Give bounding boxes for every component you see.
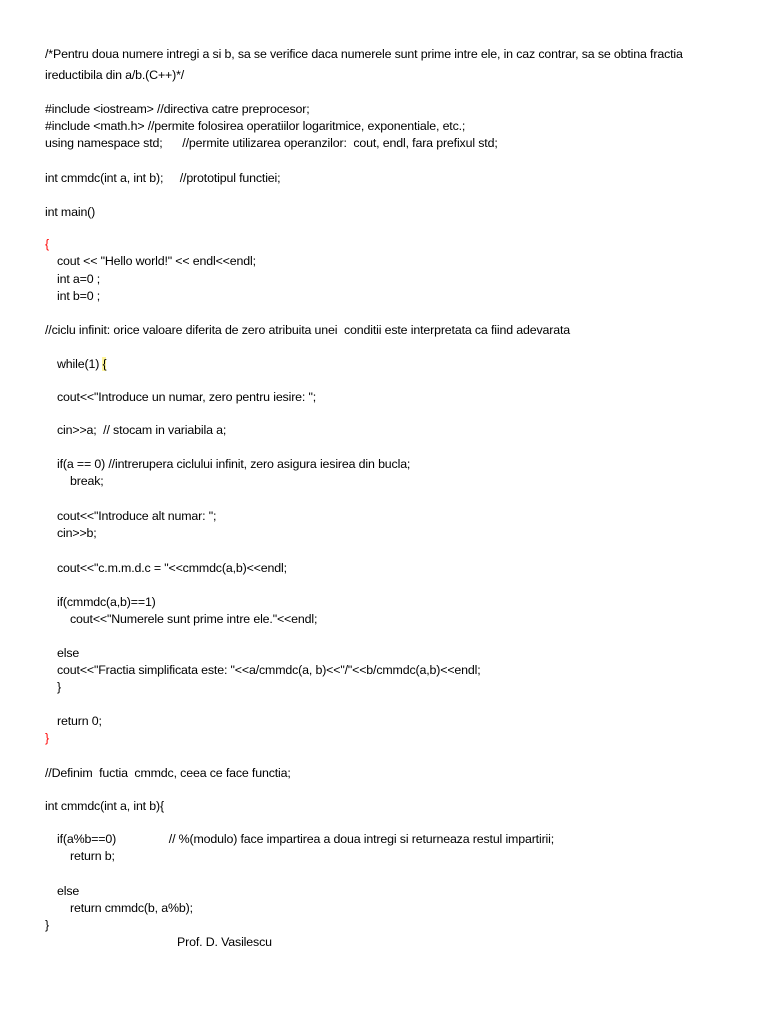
author-signature: Prof. D. Vasilescu <box>177 935 272 949</box>
comment-header-line-2: ireductibila din a/b.(C++)*/ <box>45 68 185 82</box>
print-coprime-line: cout<<"Numerele sunt prime intre ele."<<endl; <box>70 612 318 626</box>
declare-b-line: int b=0 ; <box>57 289 101 303</box>
while-close-brace: } <box>57 680 61 694</box>
include-iostream-line: #include <iostream> //directiva catre preprocesor; <box>45 102 310 116</box>
read-b-line: cin>>b; <box>57 526 97 540</box>
cmmdc-close-brace: } <box>45 918 49 932</box>
while-keyword: while(1) <box>57 357 103 371</box>
infinite-loop-comment-line: //ciclu infinit: orice valoare diferita de zero atribuita unei conditii este interpretata ca fiind adevarata <box>45 323 571 337</box>
include-math-line: #include <math.h> //permite folosirea operatiilor logaritmice, exponentiale, etc.; <box>45 119 466 133</box>
comment-header-line-1: /*Pentru doua numere intregi a si b, sa se verifice daca numerele sunt prime intre ele, in caz contrar, sa se obtina fractia <box>45 47 683 61</box>
read-a-line: cin>>a; // stocam in variabila a; <box>57 423 227 437</box>
hello-world-line: cout << "Hello world!" << endl<<endl; <box>57 254 256 268</box>
return-zero-line: return 0; <box>57 714 102 728</box>
function-prototype-line: int cmmdc(int a, int b); //prototipul functiei; <box>45 171 281 185</box>
main-close-brace: } <box>45 731 49 745</box>
print-gcd-line: cout<<"c.m.m.d.c = "<<cmmdc(a,b)<<endl; <box>57 561 287 575</box>
main-signature-line: int main() <box>45 205 96 219</box>
recursive-return-line: return cmmdc(b, a%b); <box>70 901 193 915</box>
while-line <box>57 356 106 372</box>
prompt-second-number-line: cout<<"Introduce alt numar: "; <box>57 509 217 523</box>
else-line: else <box>57 646 80 660</box>
using-namespace-line: using namespace std; //permite utilizarea operanzilor: cout, endl, fara prefixul std; <box>45 136 498 150</box>
cmmdc-signature-line: int cmmdc(int a, int b){ <box>45 799 164 813</box>
main-open-brace: { <box>45 237 49 251</box>
define-function-comment-line: //Definim fuctia cmmdc, ceea ce face functia; <box>45 766 291 780</box>
while-open-brace: { <box>102 357 107 371</box>
if-coprime-line: if(cmmdc(a,b)==1) <box>57 595 156 609</box>
cmmdc-else-line: else <box>57 884 80 898</box>
break-line: break; <box>70 474 104 488</box>
if-modulo-line: if(a%b==0) // %(modulo) face impartirea a doua intregi si returneaza restul impartirii; <box>57 832 555 846</box>
if-a-zero-line: if(a == 0) //intrerupera ciclului infinit, zero asigura iesirea din bucla; <box>57 457 411 471</box>
declare-a-line: int a=0 ; <box>57 272 101 286</box>
return-b-line: return b; <box>70 849 115 863</box>
prompt-first-number-line: cout<<"Introduce un numar, zero pentru iesire: "; <box>57 390 317 404</box>
print-fraction-line: cout<<"Fractia simplificata este: "<<a/cmmdc(a, b)<<"/"<<b/cmmdc(a,b)<<endl; <box>57 663 481 677</box>
